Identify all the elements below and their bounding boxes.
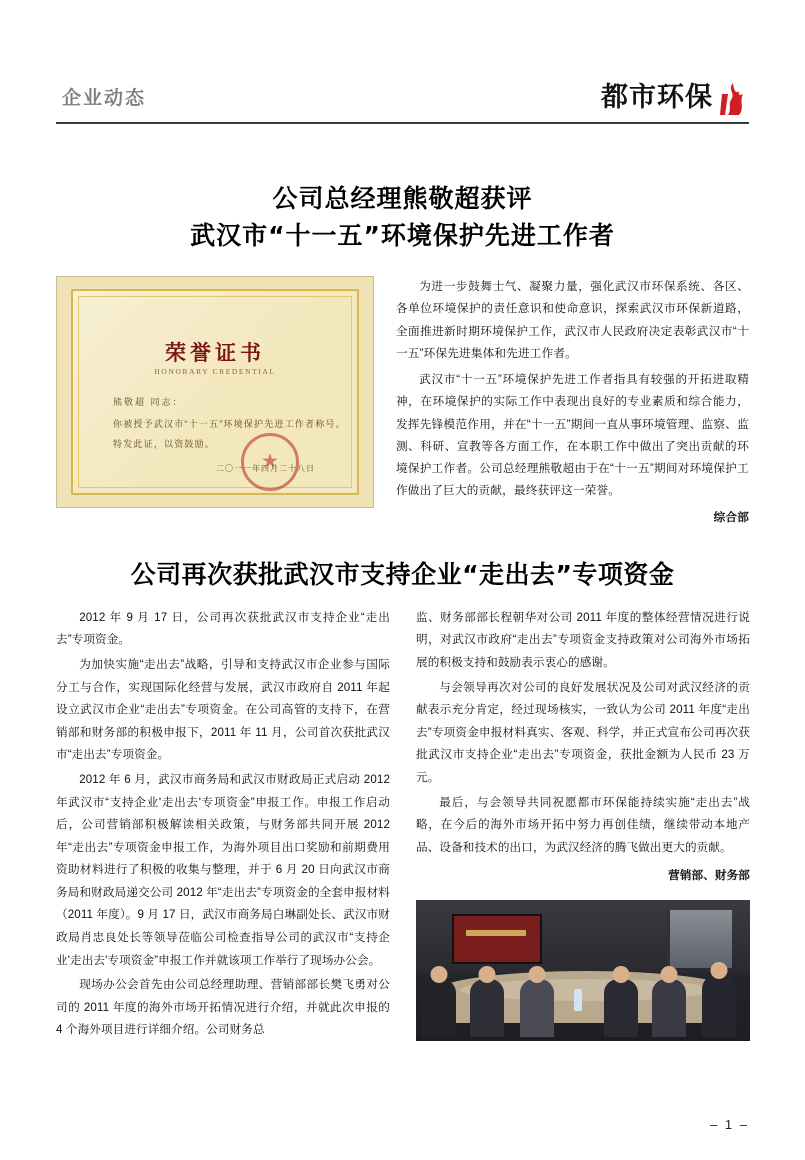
- article2-headline: 公司再次获批武汉市支持企业“走出去”专项资金: [130, 559, 675, 589]
- article1-paragraph: 武汉市“十一五”环境保护先进工作者指具有较强的开拓进取精神，在环境保护的实际工作中表现出良好的专业素质和综合能力，发挥先锋模范作用，并在“十一五”期间一直从事环境管理、监察、监测、科研、宣教等各方面工作，在本职工作中做出了突出贡献的环境保护工作者。公司总经理熊敬超由于在“十一五”期间对环境保护工作做出了巨大的贡献，最终获评这一荣誉。: [396, 373, 749, 498]
- article1-headline-line2: 武汉市“十一五”环境保护先进工作者: [190, 221, 615, 250]
- article2-paragraph: 与会领导再次对公司的良好发展状况及公司对武汉经济的贡献表示充分肯定，经过现场核实，一致认为公司 2011 年度“走出去”专项资金申报材料真实、客观、科学，并正式宣布公司再次获批武汉市支持企业“走出去”专项资金，获批金额为人民币 23 万元。: [416, 680, 750, 784]
- photo-person: [470, 979, 504, 1037]
- article2-paragraph: 2012 年 6 月，武汉市商务局和武汉市财政局正式启动 2012 年武汉市“支持企业'走出去'专项资金”申报工作。申报工作启动后，公司营销部积极解读相关政策，与财务部共同开展 2012 年“走出去”专项资金申报工作，为海外项目出口奖励和前期费用资助材料进行了积极的收集与整理，并于 6 月 20 日向武汉市商务局和财政局递交公司 2012 年“走出去”专项资金的全套申报材料（2011 年度）。9 月 17 日，武汉市商务局白琳副处长、武汉市财政局肖忠良处长等领导莅临公司检查指导公司的武汉市“支持企业'走出去'专项资金”申报工作并就该项工作举行了现场办公会。: [56, 772, 390, 967]
- flame-logo-icon: [719, 82, 749, 116]
- certificate-title: 荣誉证书: [165, 341, 265, 365]
- article1-text: [396, 276, 749, 529]
- article1-body: [56, 276, 749, 529]
- article2-left-column: [56, 607, 390, 1044]
- certificate-body-line2: 特发此证，以资鼓励。: [113, 439, 216, 449]
- article2-paragraph: 监、财务部部长程朝华对公司 2011 年度的整体经营情况进行说明，对武汉市政府“走出去”专项资金支持政策对公司海外市场拓展的积极支持和鼓励表示衷心的感谢。: [416, 610, 750, 669]
- masthead: [56, 60, 749, 124]
- brand-title: 都市环保: [601, 82, 713, 113]
- article2-paragraph: 现场办公会首先由公司总经理助理、营销部部长樊飞勇对公司的 2011 年度的海外市场开拓情况进行介绍，并就此次申报的 4 个海外项目进行详细介绍。公司财务总: [56, 978, 390, 1037]
- article2-paragraph: 最后，与会领导共同祝愿都市环保能持续实施“走出去”战略，在今后的海外市场开拓中努力再创佳绩，继续带动本地产品、设备和技术的出口，为武汉经济的腾飞做出更大的贡献。: [416, 795, 750, 854]
- certificate-frame: [71, 289, 359, 495]
- photo-projection-screen: [452, 914, 542, 964]
- certificate-body-line1: 你被授予武汉市“十一五”环境保护先进工作者称号。: [113, 419, 346, 429]
- certificate-date: 二〇一一年四月二十八日: [216, 464, 315, 473]
- photo-person: [652, 979, 686, 1037]
- article2-paragraph: 2012 年 9 月 17 日，公司再次获批武汉市支持企业“走出去”专项资金。: [56, 610, 390, 647]
- meeting-photo: [416, 900, 750, 1041]
- article2-body: [56, 607, 749, 1044]
- honorary-certificate-image: [56, 276, 374, 508]
- photo-person: [520, 979, 554, 1037]
- photo-person: [604, 979, 638, 1037]
- article1-headline: [56, 180, 749, 254]
- section-label: 企业动态: [62, 87, 147, 109]
- photo-window: [667, 910, 732, 968]
- article1-byline: 综合部: [713, 510, 749, 524]
- article2-paragraph: 为加快实施“走出去”战略，引导和支持武汉市企业参与国际分工与合作，实现国际化经营与发展，武汉市政府自 2011 年起设立武汉市企业“走出去”专项资金。在公司高管的支持下，在营销部和财务部的积极申报下，2011 年 11 月，公司首次获批武汉市“走出去”专项资金。: [56, 657, 390, 762]
- certificate-subtitle: HONORARY CREDENTIAL: [154, 367, 276, 376]
- photo-person: [422, 979, 456, 1037]
- red-official-seal-icon: [241, 433, 299, 491]
- page: [0, 60, 805, 1160]
- article1-paragraph: 为进一步鼓舞士气、凝聚力量，强化武汉市环保系统、各区、各单位环境保护的责任意识和使命意识，探索武汉市环保新道路，全面推进新时期环境保护工作，武汉市人民政府决定表彰武汉市“十一五”环保先进集体和先进工作者。: [396, 280, 749, 360]
- article2-right-column: [416, 607, 750, 1044]
- page-number: – 1 –: [710, 1117, 749, 1132]
- article2-byline: 营销部、财务部: [668, 869, 750, 883]
- certificate-recipient: 熊敬超 同志：: [113, 397, 184, 407]
- photo-person: [702, 975, 736, 1037]
- certificate-figure: [56, 276, 374, 529]
- article1-headline-line1: 公司总经理熊敬超获评: [272, 184, 533, 213]
- photo-water-bottle: [574, 989, 582, 1011]
